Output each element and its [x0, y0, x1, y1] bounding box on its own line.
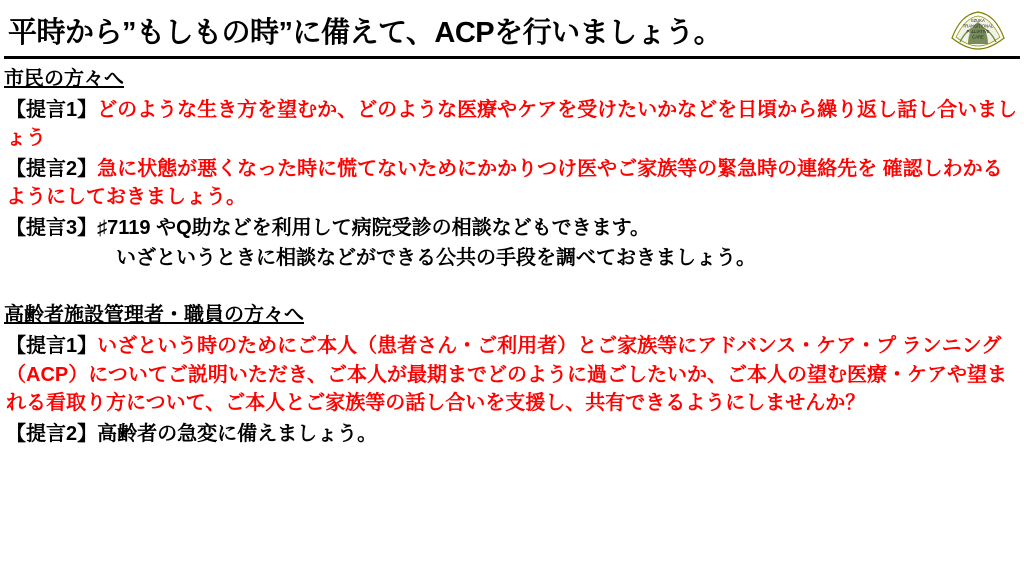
- proposal-item: [6, 96, 1020, 153]
- organization-logo-icon: [946, 4, 1010, 54]
- svg-text:TRANSITIONAL: TRANSITIONAL: [962, 23, 994, 29]
- proposal-text: ♯7119 やQ助などを利用して病院受診の相談などもできます。: [97, 216, 651, 239]
- section-heading-facility-staff: 高齢者施設管理者・職員の方々へ: [4, 304, 304, 327]
- proposal-label: 【提言1】: [6, 335, 98, 358]
- proposal-subtext: いざというときに相談などができる公共の手段を調べておきましょう。: [116, 246, 756, 269]
- svg-text:PALLIATIVE: PALLIATIVE: [966, 29, 990, 34]
- proposal-text: いざという時のためにご本人（患者さん・ご利用者）とご家族等にアドバンス・ケア・プ ランニング（ACP）についてご説明いただき、ご本人が最期までどのように過ごしたいか、ご本人の望む医療・ケアや望まれる看取り方について、ご本人とご家族等の話し合いを支援し、共有できるようにしませんか？: [6, 335, 1008, 415]
- proposal-item: [6, 214, 1020, 242]
- svg-text:CARE: CARE: [972, 34, 984, 40]
- proposal-item: [6, 155, 1020, 212]
- proposal-label: 【提言1】: [6, 99, 98, 121]
- proposal-label: 【提言3】: [6, 216, 98, 239]
- proposal-label: 【提言2】: [6, 157, 98, 180]
- section-heading-citizens: 市民の方々へ: [4, 68, 124, 90]
- proposal-text: どのような生き方を望むか、どのような医療やケアを受けたいかなどを日頃から繰り返し話し合いましょう: [6, 99, 1018, 150]
- slide-title-area: [0, 6, 1024, 58]
- proposal-text: 急に状態が悪くなった時に慌てないためにかかりつけ医やご家族等の緊急時の連絡先を 確認しわかるようにしておきましょう。: [6, 157, 1003, 209]
- section-spacer: [0, 274, 1024, 302]
- proposal-text: 高齢者の急変に備えましょう。: [97, 422, 378, 445]
- proposal-item: [6, 420, 1020, 448]
- proposal-item: [6, 332, 1020, 417]
- slide-body: [0, 66, 1024, 450]
- proposal-label: 【提言2】: [6, 422, 98, 445]
- svg-text:IIZUKA: IIZUKA: [971, 18, 985, 23]
- page-title: 平時から”もしもの時”に備えて、ACPを行いましょう。: [8, 17, 723, 49]
- title-divider: [4, 56, 1020, 59]
